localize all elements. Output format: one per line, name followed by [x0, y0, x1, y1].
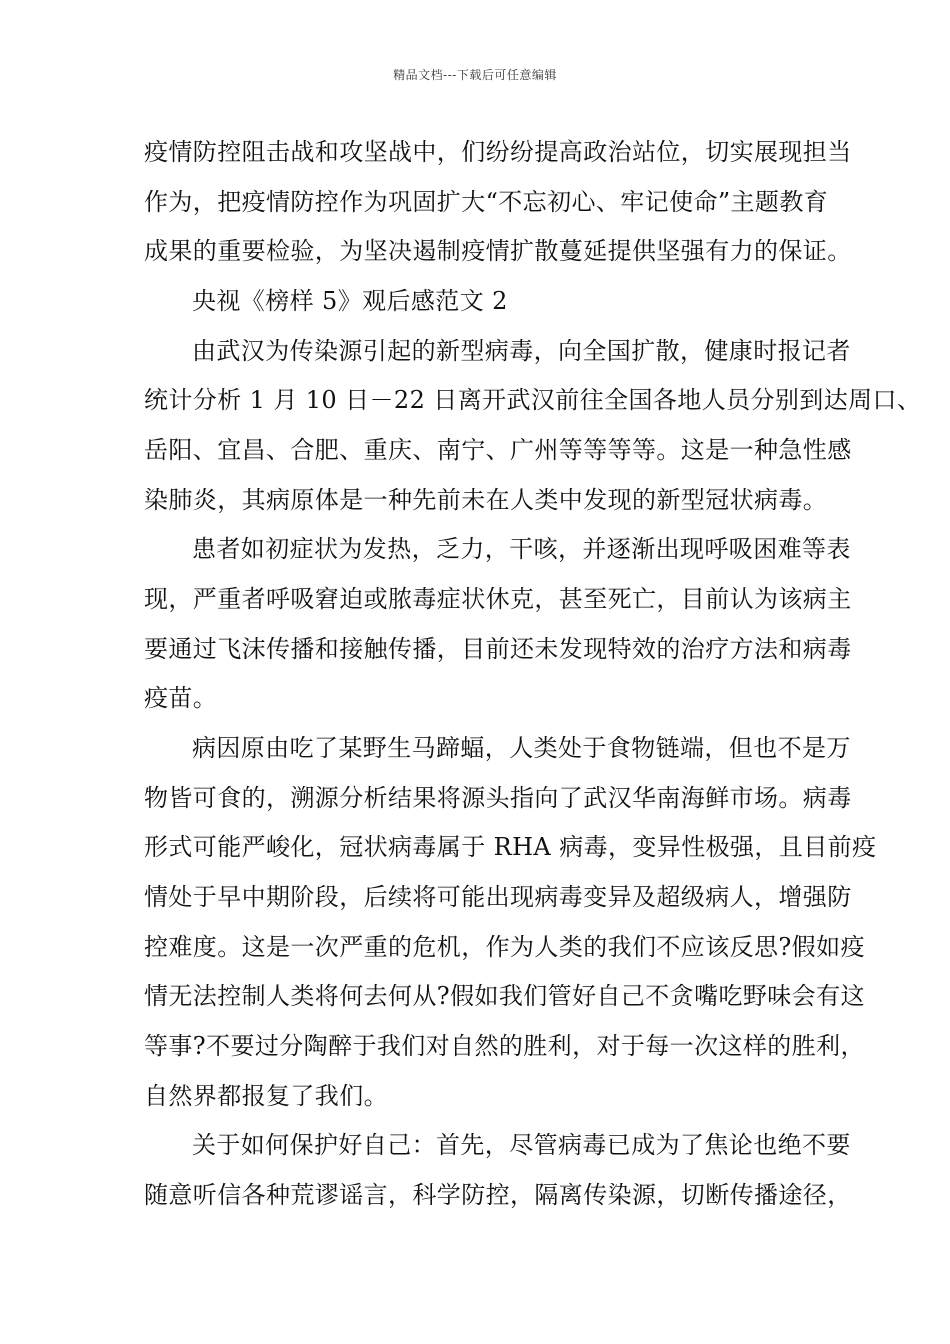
text-line: 控难度。这是一次严重的危机，作为人类的我们不应该反思?假如疫	[144, 933, 865, 961]
text-line: 情无法控制人类将何去何从?假如我们管好自己不贪嘴吃野味会有这	[144, 982, 865, 1010]
text-line: 作为，把疫情防控作为巩固扩大“不忘初心、牢记使命”主题教育	[144, 188, 829, 216]
text-line: 情处于早中期阶段，后续将可能出现病毒变异及超级病人，增强防	[144, 883, 852, 911]
text-line: 随意听信各种荒谬谣言，科学防控，隔离传染源，切断传播途径，	[144, 1181, 852, 1209]
text-line: 疫苗。	[144, 684, 218, 712]
text-line: 疫情防控阻击战和攻坚战中，们纷纷提高政治站位，切实展现担当	[144, 138, 852, 166]
text-line: 病因原由吃了某野生马蹄蝠，人类处于食物链端，但也不是万	[192, 734, 851, 762]
text-line: 患者如初症状为发热，乏力，干咳，并逐渐出现呼吸困难等表	[192, 535, 851, 563]
text-line: 染肺炎，其病原体是一种先前未在人类中发现的新型冠状病毒。	[144, 486, 828, 514]
text-line: 等事?不要过分陶醉于我们对自然的胜利，对于每一次这样的胜利，	[144, 1032, 865, 1060]
text-line: 物皆可食的，溯源分析结果将源头指向了武汉华南海鲜市场。病毒	[144, 784, 852, 812]
text-line: 关于如何保护好自己：首先，尽管病毒已成为了焦论也绝不要	[192, 1131, 851, 1159]
text-line: 由武汉为传染源引起的新型病毒，向全国扩散，健康时报记者	[192, 337, 851, 365]
page-header: 精品文档---下载后可任意编辑	[393, 68, 557, 82]
text-line: 形式可能严峻化，冠状病毒属于 RHA 病毒，变异性极强，且目前疫	[144, 833, 877, 861]
text-line: 要通过飞沫传播和接触传播，目前还未发现特效的治疗方法和病毒	[144, 635, 852, 663]
section-heading: 央视《榜样 5》观后感范文 2	[192, 287, 508, 315]
text-line: 统计分析 1 月 10 日－22 日离开武汉前往全国各地人员分别到达周口、	[144, 386, 922, 414]
text-line: 成果的重要检验，为坚决遏制疫情扩散蔓延提供坚强有力的保证。	[144, 237, 852, 265]
text-line: 岳阳、宜昌、合肥、重庆、南宁、广州等等等等。这是一种急性感	[144, 436, 852, 464]
text-line: 现，严重者呼吸窘迫或脓毒症状休克，甚至死亡，目前认为该病主	[144, 585, 852, 613]
text-line: 自然界都报复了我们。	[144, 1082, 388, 1110]
